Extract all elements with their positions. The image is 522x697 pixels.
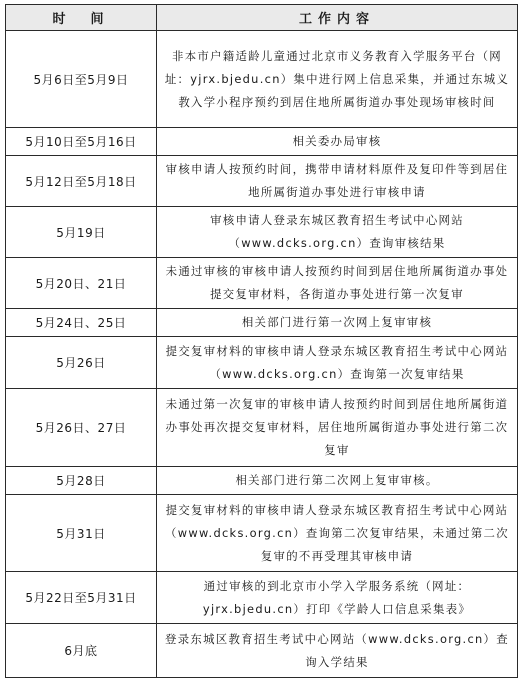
row-work: 未通过审核的审核申请人按预约时间到居住地所属街道办事处提交复审材料，各街道办事处进行第一次复审: [157, 258, 518, 309]
row-work: 提交复审材料的审核申请人登录东城区教育招生考试中心网站（www.dcks.org.cn）查询第一次复审结果: [157, 337, 518, 389]
schedule-table: [5, 4, 518, 678]
table-row: [6, 389, 518, 467]
row-time: 5月22日至5月31日: [6, 572, 157, 624]
row-time: 5月12日至5月18日: [6, 156, 157, 207]
row-time: 5月10日至5月16日: [6, 128, 157, 156]
table-row: [6, 337, 518, 389]
row-time: 5月26日、27日: [6, 389, 157, 467]
row-time: 5月26日: [6, 337, 157, 389]
row-work: 未通过第一次复审的审核申请人按预约时间到居住地所属街道办事处再次提交复审材料，居住地所属街道办事处进行第二次复审: [157, 389, 518, 467]
row-time: 5月24日、25日: [6, 309, 157, 337]
row-work: 提交复审材料的审核申请人登录东城区教育招生考试中心网站（www.dcks.org.cn）查询第二次复审结果，未通过第二次复审的不再受理其审核申请: [157, 495, 518, 572]
table-row: [6, 309, 518, 337]
table-row: [6, 31, 518, 128]
row-work: 相关部门进行第二次网上复审审核。: [157, 467, 518, 495]
table-row: [6, 467, 518, 495]
row-time: 5月20日、21日: [6, 258, 157, 309]
row-work: 审核申请人登录东城区教育招生考试中心网站（www.dcks.org.cn）查询审核结果: [157, 207, 518, 258]
row-work: 非本市户籍适龄儿童通过北京市义务教育入学服务平台（网址：yjrx.bjedu.cn）集中进行网上信息采集，并通过东城义教入学小程序预约到居住地所属街道办事处现场审核时间: [157, 31, 518, 128]
row-work: 相关委办局审核: [157, 128, 518, 156]
column-header-work: 工作内容: [157, 5, 518, 31]
row-work: 相关部门进行第一次网上复审审核: [157, 309, 518, 337]
row-time: 6月底: [6, 624, 157, 678]
table-row: [6, 624, 518, 678]
row-time: 5月19日: [6, 207, 157, 258]
row-time: 5月6日至5月9日: [6, 31, 157, 128]
table-row: [6, 128, 518, 156]
row-work: 登录东城区教育招生考试中心网站（www.dcks.org.cn）查询入学结果: [157, 624, 518, 678]
row-work: 通过审核的到北京市小学入学服务系统（网址：yjrx.bjedu.cn）打印《学龄人口信息采集表》: [157, 572, 518, 624]
table-row: [6, 495, 518, 572]
row-time: 5月28日: [6, 467, 157, 495]
table-header-row: [6, 5, 518, 31]
table-row: [6, 572, 518, 624]
row-time: 5月31日: [6, 495, 157, 572]
table-row: [6, 258, 518, 309]
column-header-time: 时 间: [6, 5, 157, 31]
table-row: [6, 207, 518, 258]
table-row: [6, 156, 518, 207]
row-work: 审核申请人按预约时间，携带申请材料原件及复印件等到居住地所属街道办事处进行审核申请: [157, 156, 518, 207]
